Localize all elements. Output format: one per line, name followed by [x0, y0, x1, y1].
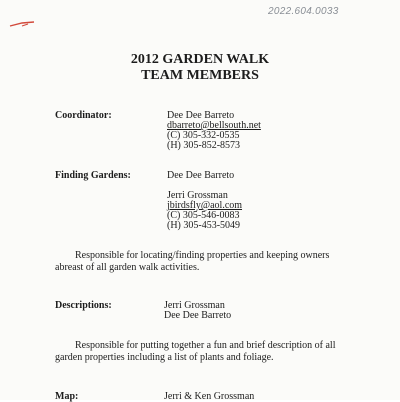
descriptions-name-1: Jerri Grossman [164, 300, 225, 311]
descriptions-description: Responsible for putting together a fun and brief description of all garden properties including a list of plants and foliage. [55, 340, 336, 363]
map-name-1: Jerri & Ken Grossman [164, 391, 255, 402]
finding-description: Responsible for locating/finding properties and keeping owners abreast of all garden walk activities. [55, 250, 330, 273]
coordinator-label: Coordinator: [55, 110, 112, 121]
coordinator-phone-home: (H) 305-852-8573 [167, 140, 241, 151]
coordinator-phone-cell: (C) 305-332-0535 [167, 130, 240, 141]
title-line-1: 2012 GARDEN WALK [130, 52, 270, 67]
finding-phone-home: (H) 305-453-5049 [167, 220, 241, 231]
coordinator-name: Dee Dee Barreto [167, 110, 235, 121]
accession-number: 2022.604.0033 [268, 6, 339, 17]
finding-gardens-label: Finding Gardens: [55, 170, 131, 181]
page-title [0, 52, 400, 84]
finding-name-1: Dee Dee Barreto [167, 170, 235, 181]
finding-name-2: Jerri Grossman [167, 190, 228, 201]
map-label: Map: [55, 391, 79, 402]
coordinator-email[interactable]: dbarreto@bellsouth.net [167, 120, 261, 131]
finding-email[interactable]: jbirdsfly@aol.com [167, 200, 243, 211]
descriptions-name-2: Dee Dee Barreto [164, 310, 232, 321]
title-line-2: TEAM MEMBERS [141, 68, 259, 83]
red-pen-mark [8, 20, 42, 28]
finding-phone-cell: (C) 305-546-0083 [167, 210, 240, 221]
descriptions-label: Descriptions: [55, 300, 112, 311]
